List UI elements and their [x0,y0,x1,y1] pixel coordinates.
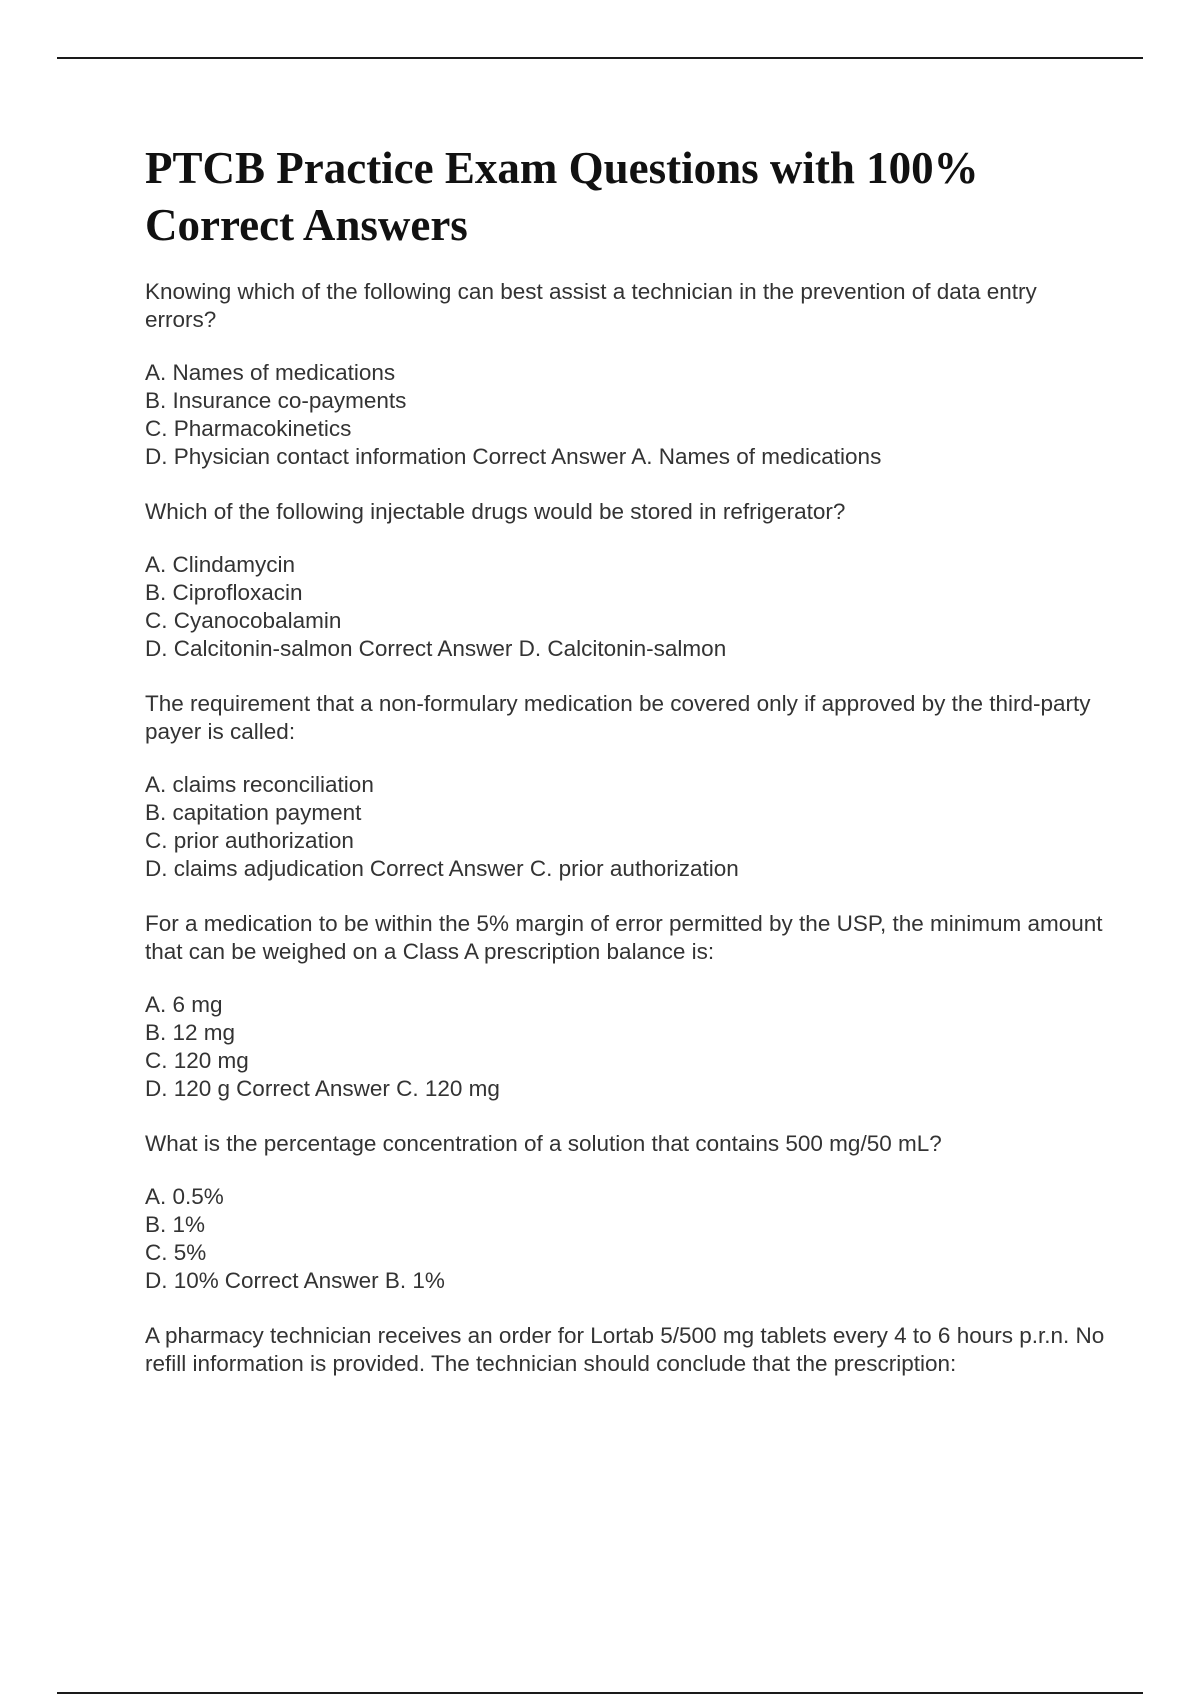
option: A. 6 mg [145,992,223,1017]
option: C. prior authorization [145,828,354,853]
option-last [145,635,1105,663]
question-block [145,1322,1105,1378]
question-text: Which of the following injectable drugs would be stored in refrigerator? [145,499,846,524]
option-last [145,443,1105,471]
correct-answer: Correct Answer A. Names of medications [472,444,882,469]
option: C. 5% [145,1240,207,1265]
question-text: The requirement that a non-formulary medication be covered only if approved by the third-party payer is called: [145,691,1091,744]
option: C. Cyanocobalamin [145,608,342,633]
option-list [145,359,1105,471]
option: A. claims reconciliation [145,772,374,797]
question-text: A pharmacy technician receives an order for Lortab 5/500 mg tablets every 4 to 6 hours p.r.n. No refill information is provided. The technician should conclude that the prescription: [145,1323,1105,1376]
correct-answer: Correct Answer B. 1% [224,1268,445,1293]
correct-answer: Correct Answer C. 120 mg [236,1076,500,1101]
option: A. 0.5% [145,1184,224,1209]
top-divider [57,57,1143,59]
option: C. 120 mg [145,1048,249,1073]
option: C. Pharmacokinetics [145,416,352,441]
option: B. 12 mg [145,1020,236,1045]
option-text: D. 120 g [145,1076,231,1101]
option-last [145,1267,1105,1295]
option: A. Names of medications [145,360,396,385]
question-block [145,690,1105,883]
correct-answer: Correct Answer D. Calcitonin-salmon [358,636,727,661]
option: B. capitation payment [145,800,362,825]
question-block [145,1130,1105,1295]
option-text: D. 10% [145,1268,219,1293]
option-text: D. claims adjudication [145,856,364,881]
option-list [145,991,1105,1103]
option: B. Insurance co-payments [145,388,407,413]
question-text: What is the percentage concentration of a solution that contains 500 mg/50 mL? [145,1131,942,1156]
option: B. Ciprofloxacin [145,580,303,605]
question-block [145,910,1105,1103]
option-text: D. Physician contact information [145,444,467,469]
option-last [145,1075,1105,1103]
option: A. Clindamycin [145,552,296,577]
option-list [145,771,1105,883]
question-text: For a medication to be within the 5% margin of error permitted by the USP, the minimum amount that can be weighed on a Class A prescription balance is: [145,911,1103,964]
document-page [145,140,1105,1405]
question-text: Knowing which of the following can best assist a technician in the prevention of data entry errors? [145,279,1037,332]
option-last [145,855,1105,883]
correct-answer: Correct Answer C. prior authorization [369,856,739,881]
option-text: D. Calcitonin-salmon [145,636,353,661]
question-block [145,498,1105,663]
question-block [145,278,1105,471]
option: B. 1% [145,1212,206,1237]
option-list [145,551,1105,663]
bottom-divider [57,1692,1143,1694]
page-title: PTCB Practice Exam Questions with 100% Correct Answers [145,143,979,250]
option-list [145,1183,1105,1295]
